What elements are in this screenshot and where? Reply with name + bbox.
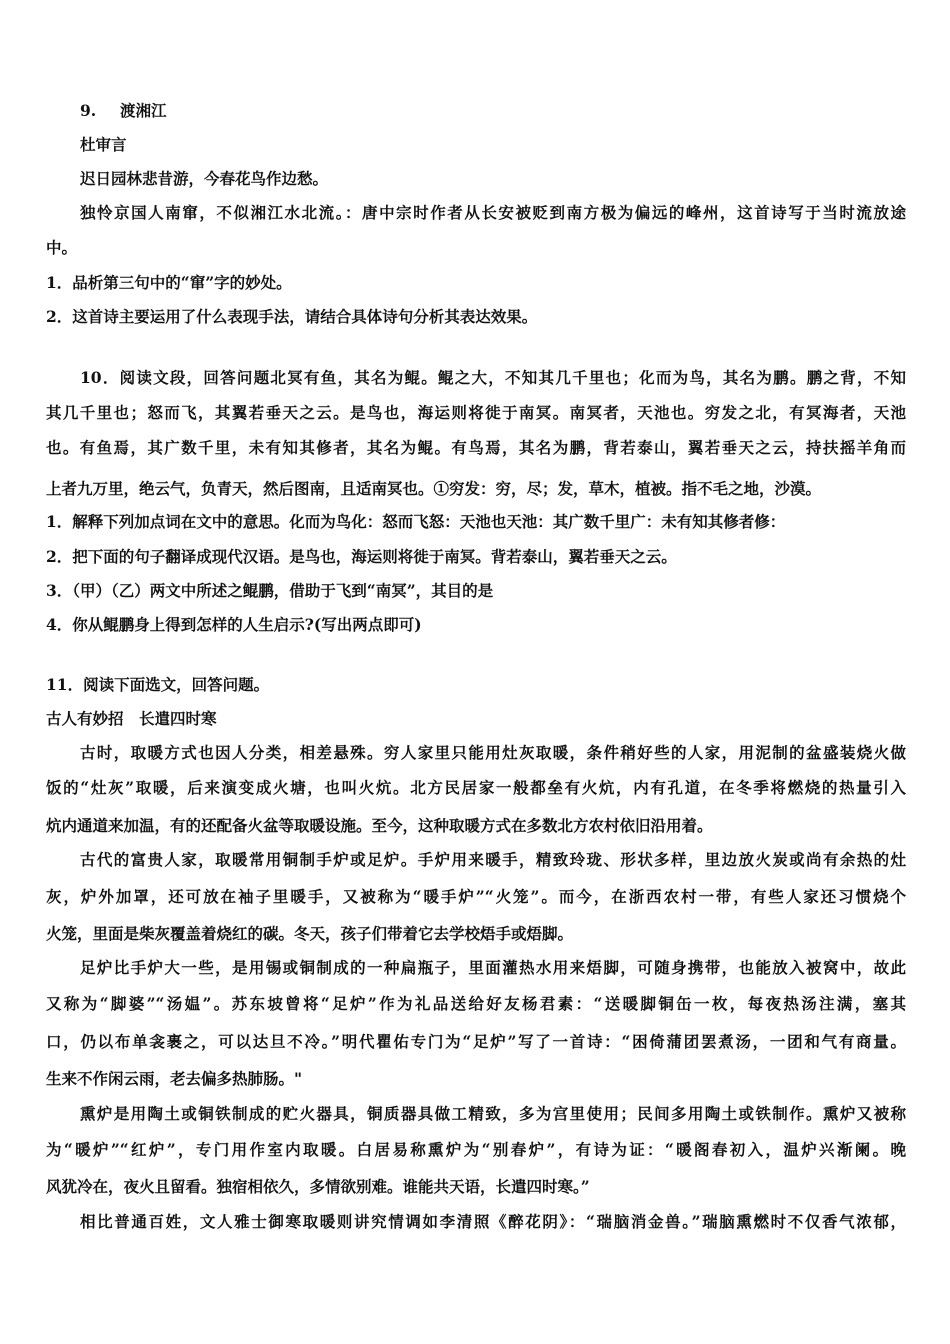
- q10-item-4: 4．你从鲲鹏身上得到怎样的人生启示?(写出两点即可): [46, 615, 422, 634]
- q9-number: 9.: [80, 101, 97, 120]
- q10-passage-line-4: 上者九万里，绝云气，负青天，然后图南，且适南冥也。①穷发：穷，尽；发，草木，植被。指不毛之地，沙漠。: [46, 479, 822, 498]
- q11-line-5: 灰，炉外加罩，还可放在袖子里暖手，又被称为“暖手炉”“火笼”。而今，在浙西农村一带，有些人家还习惯烧个: [46, 887, 906, 906]
- q9-title: 渡湘江: [120, 101, 167, 120]
- q11-line-11: 熏炉是用陶土或铜铁制成的贮火器具，铜质器具做工精致，多为宫里使用；民间多用陶土或铁制作。熏炉又被称: [80, 1104, 906, 1123]
- q11-line-12: 为“暖炉”“红炉”，专门用作室内取暖。白居易称熏炉为“别春炉”，有诗为证：“暖阁春初入，温炉兴渐阑。晚: [46, 1140, 906, 1159]
- q11-line-7: 足炉比手炉大一些，是用锡或铜制成的一种扁瓶子，里面灌热水用来焐脚，可随身携带，也能放入被窝中，故此: [80, 958, 906, 977]
- q11-line-13: 风犹冷在，夜火且留看。独宿相依久，多情欲别难。谁能共天语，长遣四时寒。”: [46, 1177, 590, 1196]
- q11-line-1: 古时，取暖方式也因人分类，相差悬殊。穷人家里只能用灶灰取暖，条件稍好些的人家，用泥制的盆盛装烧火做: [80, 743, 906, 762]
- q10-item-3: 3．（甲）（乙）两文中所述之鲲鹏，借助于飞到“南冥”，其目的是: [46, 581, 494, 600]
- q11-line-10: 生来不作闲云雨，老去偏多热肺肠。": [46, 1069, 303, 1088]
- q9-author: 杜审言: [80, 135, 127, 154]
- q11-intro: 11．阅读下面选文，回答问题。: [46, 675, 270, 694]
- q11-article-title: 古人有妙招 长遣四时寒: [46, 709, 217, 728]
- q11-line-14: 相比普通百姓，文人雅士御寒取暖则讲究情调如李清照《醉花阴》：“瑞脑消金兽。”瑞脑熏燃时不仅香气浓郁，: [80, 1212, 906, 1231]
- q9-item-1: 1．品析第三句中的“窜”字的妙处。: [46, 273, 292, 292]
- q11-line-9: 口，仍以布单衾裹之，可以达旦不冷。”明代瞿佑专门为“足炉”写了一首诗：“困倚蒲团罢煮汤，一团和气有商量。: [46, 1032, 906, 1051]
- q11-line-8: 又称为“脚婆”“汤媪”。苏东坡曾将“足炉”作为礼品送给好友杨君素：“送暖脚铜缶一枚，每夜热汤注满，塞其: [46, 994, 906, 1013]
- q10-item-1: 1．解释下列加点词在文中的意思。化而为鸟化：怒而飞怒：天池也天池：其广数千里广：未有知其修者修：: [46, 512, 786, 531]
- q10-passage-line-3: 也。有鱼焉，其广数千里，未有知其修者，其名为鲲。有鸟焉，其名为鹏，背若泰山，翼若垂天之云，持扶摇羊角而: [46, 438, 906, 457]
- q10-passage-line-1: 10．阅读文段，回答问题北冥有鱼，其名为鲲。鲲之大，不知其几千里也；化而为鸟，其名为鹏。鹏之背，不知: [80, 368, 906, 387]
- q11-line-6: 火笼，里面是柴灰覆盖着烧红的碳。冬天，孩子们带着它去学校焐手或焐脚。: [46, 924, 574, 943]
- q9-heading: [80, 99, 906, 123]
- q10-item-2: 2．把下面的句子翻译成现代汉语。是鸟也，海运则将徙于南冥。背若泰山，翼若垂天之云。: [46, 547, 677, 566]
- q9-poem-line-2: 独怜京国人南窜，不似湘江水北流。：唐中宗时作者从长安被贬到南方极为偏远的峰州，这首诗写于当时流放途: [80, 203, 906, 222]
- q11-line-2: 饭的“灶灰”取暖，后来演变成火塘，也叫火炕。北方民居家一般都垒有火炕，内有孔道，在冬季将燃烧的热量引入: [46, 778, 906, 797]
- q9-item-2: 2．这首诗主要运用了什么表现手法，请结合具体诗句分析其表达效果。: [46, 307, 538, 326]
- q9-poem-line-2-continued: 中。: [46, 238, 78, 257]
- q11-line-4: 古代的富贵人家，取暖常用铜制手炉或足炉。手炉用来暖手，精致玲珑、形状多样，里边放火炭或尚有余热的灶: [80, 850, 906, 869]
- q11-line-3: 炕内通道来加温，有的还配备火盆等取暖设施。至今，这种取暖方式在多数北方农村依旧沿用着。: [46, 816, 713, 835]
- q10-passage-line-2: 其几千里也；怒而飞，其翼若垂天之云。是鸟也，海运则将徙于南冥。南冥者，天池也。穷发之北，有冥海者，天池: [46, 403, 906, 422]
- q9-poem-line-1: 迟日园林悲昔游，今春花鸟作边愁。: [80, 169, 329, 188]
